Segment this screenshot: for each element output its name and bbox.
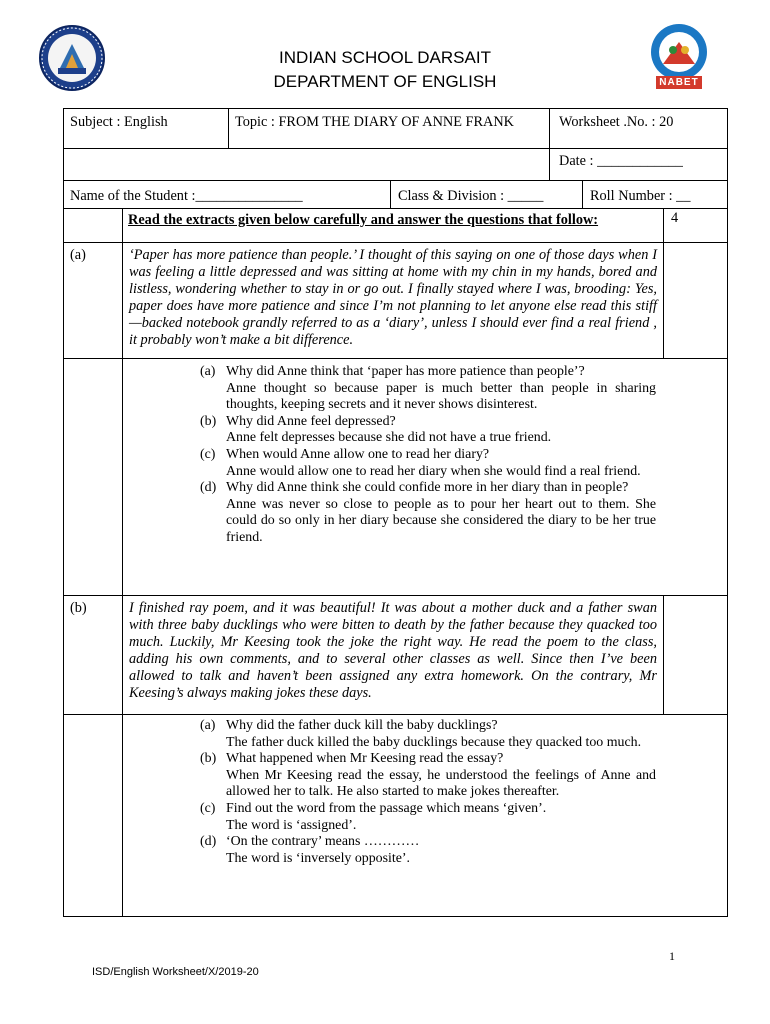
school-title: INDIAN SCHOOL DARSAIT (279, 48, 491, 67)
answer-text: The word is ‘assigned’. (226, 817, 357, 833)
worksheet-number: Worksheet .No. : 20 (559, 114, 674, 130)
marks-value: 4 (671, 210, 679, 226)
question-item: (c) Find out the word from the passage which means ‘given’. The word is ‘assigned’. (200, 801, 656, 834)
extract-b-label: (b) (70, 600, 87, 616)
student-name-field[interactable]: Name of the Student :_______________ (70, 188, 303, 204)
extract-a-passage: ‘Paper has more patience than people.’ I thought of this saying on one of those days when I was feeling a little depressed and was sitting at home with my chin in my hands, bored and listless, wondering whether to stay in or go out. I finally stayed where I was, brooding: Yes, paper does have more patience and since I’m not planning to let anyone else read this stiff—backed notebook grandly referred to as a ‘diary’, unless I should ever find a real friend , it probably won’t make a bit difference. (129, 247, 657, 348)
question-item: (a) Why did Anne think that ‘paper has more patience than people’? Anne thought so because paper is much better than people in sharing thoughts, keeping secrets and it never shows disinterest. (200, 364, 656, 413)
question-text: Why did the father duck kill the baby ducklings? (226, 718, 498, 733)
question-text: Why did Anne feel depressed? (226, 413, 396, 429)
nabet-brand-text: NABET (659, 77, 699, 88)
question-text: Why did Anne think that ‘paper has more patience than people’? (226, 364, 585, 379)
extract-a-questions (200, 364, 656, 547)
instruction-heading: Read the extracts given below carefully and answer the questions that follow: (128, 212, 599, 228)
question-item: (c) When would Anne allow one to read her diary? Anne would allow one to read her diary when she would find a real friend. (200, 447, 656, 480)
question-item: (b) What happened when Mr Keesing read the essay? When Mr Keesing read the essay, he understood the feelings of Anne and allowed her to talk. He also started to make jokes thereafter. (200, 751, 656, 800)
question-text: ‘On the contrary’ means ………… (226, 834, 420, 850)
question-text: What happened when Mr Keesing read the essay? (226, 751, 504, 767)
extract-b-questions (200, 718, 656, 867)
department-title: DEPARTMENT OF ENGLISH (273, 72, 497, 91)
answer-text: The father duck killed the baby ducklings because they quacked too much. (226, 734, 642, 750)
question-text: Find out the word from the passage which means ‘given’. (226, 800, 547, 816)
extract-b-passage: I finished ray poem, and it was beautiful! It was about a mother duck and a father swan with three baby ducklings who were bitten to death by the father because they quacked too much. Luckily, Mr Keesing took the joke the right way. He read the poem to the class, adding his own comments, and to several other classes as well. Since then I’ve been allowed to talk and haven’t been assigned any extra homework. On the contrary, Mr Keesing’s always making jokes these days. (129, 600, 657, 701)
class-division-field[interactable]: Class & Division : _____ (398, 188, 544, 204)
question-item: (d) Why did Anne think she could confide more in her diary than in people? Anne was never so close to people as to pour her heart out to them. She could do so only in her diary because she considered the diary to be her true friend. (200, 480, 656, 545)
answer-text: Anne was never so close to people as to pour her heart out to them. She could do so only in her diary because she considered the diary to be her true friend. (226, 496, 656, 545)
question-item: (d) ‘On the contrary’ means ………… The word is ‘inversely opposite’. (200, 834, 656, 867)
page-number: 1 (669, 949, 675, 963)
subject-label: Subject : English (70, 114, 168, 130)
answer-text: Anne thought so because paper is much better than people in sharing thoughts, keeping secrets and it never shows disinterest. (226, 380, 656, 413)
answer-text: Anne felt depresses because she did not have a true friend. (226, 430, 552, 446)
worksheet-code: ISD/English Worksheet/X/2019-20 (92, 966, 259, 978)
extract-a-label: (a) (70, 247, 86, 263)
date-field[interactable]: Date : ____________ (559, 153, 683, 169)
roll-number-field[interactable]: Roll Number : __ (590, 188, 691, 204)
answer-text: When Mr Keesing read the essay, he understood the feelings of Anne and allowed her to talk. He also started to make jokes thereafter. (226, 767, 656, 800)
topic-label: Topic : FROM THE DIARY OF ANNE FRANK (235, 114, 515, 130)
answer-text: The word is ‘inversely opposite’. (226, 850, 411, 866)
question-item: (a) Why did the father duck kill the baby ducklings? The father duck killed the baby ducklings because they quacked too much. (200, 718, 656, 751)
question-text: Why did Anne think she could confide more in her diary than in people? (226, 480, 629, 496)
answer-text: Anne would allow one to read her diary when she would find a real friend. (226, 463, 641, 479)
question-item: (b) Why did Anne feel depressed? Anne felt depresses because she did not have a true friend. (200, 414, 656, 447)
question-text: When would Anne allow one to read her diary? (226, 446, 490, 462)
